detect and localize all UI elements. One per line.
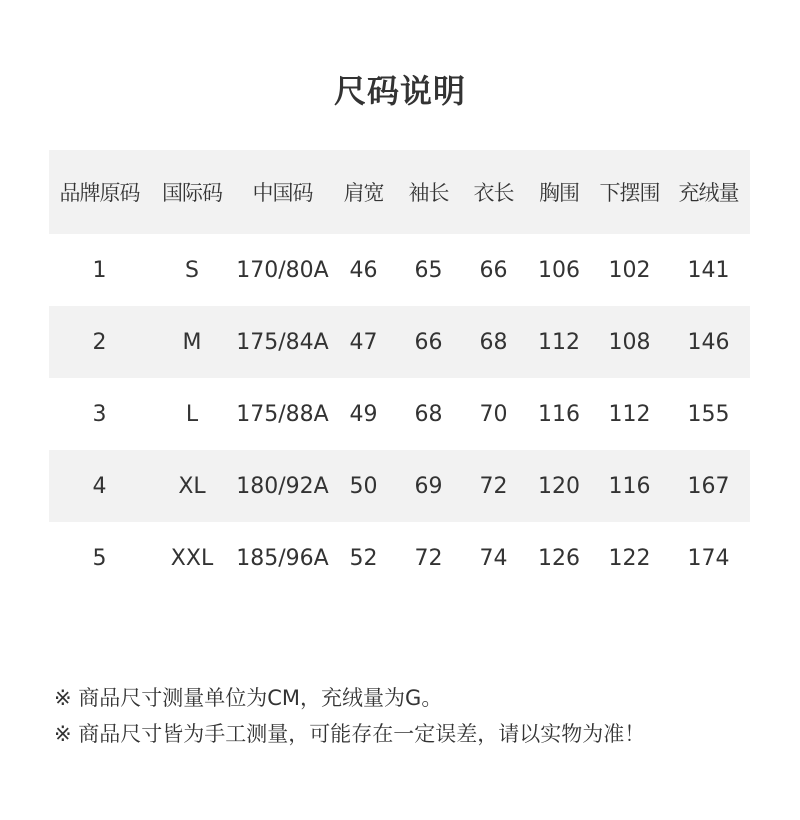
cell-shoulder-width: 49	[349, 401, 378, 427]
note-measurement-units: ※ 商品尺寸测量单位为CM，充绒量为G。	[54, 686, 443, 710]
header-international-size: 国际码	[162, 181, 222, 205]
header-china-size: 中国码	[252, 181, 313, 205]
cell-hem: 112	[608, 401, 651, 427]
cell-hem: 122	[608, 545, 651, 571]
cell-down-fill: 141	[687, 257, 730, 283]
header-chest: 胸围	[539, 181, 579, 205]
cell-brand-size: 3	[92, 401, 107, 427]
note-measurement-error: ※ 商品尺寸皆为手工测量，可能存在一定误差，请以实物为准！	[54, 722, 646, 746]
table-header-row	[49, 150, 750, 234]
cell-sleeve-length: 69	[414, 473, 443, 499]
notes	[54, 680, 645, 752]
table-row	[49, 522, 750, 594]
cell-down-fill: 167	[687, 473, 730, 499]
cell-brand-size: 2	[92, 329, 107, 355]
cell-international-size: M	[182, 329, 202, 355]
header-hem: 下摆围	[599, 181, 660, 205]
cell-chest: 106	[538, 257, 580, 283]
cell-international-size: L	[185, 401, 199, 427]
table-row	[49, 450, 750, 522]
cell-body-length: 68	[479, 329, 508, 355]
cell-china-size: 175/84A	[236, 329, 329, 355]
cell-chest: 112	[538, 329, 580, 355]
cell-china-size: 175/88A	[236, 401, 329, 427]
cell-international-size: XL	[178, 473, 206, 499]
header-shoulder-width: 肩宽	[343, 181, 384, 205]
page-title: 尺码说明	[333, 72, 466, 110]
cell-hem: 102	[608, 257, 651, 283]
header-body-length: 衣长	[473, 181, 514, 205]
cell-body-length: 66	[479, 257, 508, 283]
cell-chest: 120	[538, 473, 580, 499]
cell-body-length: 74	[479, 545, 508, 571]
cell-shoulder-width: 47	[349, 329, 378, 355]
cell-brand-size: 1	[92, 257, 107, 283]
cell-brand-size: 5	[92, 545, 107, 571]
cell-china-size: 170/80A	[236, 257, 329, 283]
cell-sleeve-length: 66	[414, 329, 443, 355]
cell-shoulder-width: 46	[349, 257, 378, 283]
cell-shoulder-width: 50	[349, 473, 378, 499]
cell-hem: 108	[608, 329, 651, 355]
cell-brand-size: 4	[92, 473, 107, 499]
size-table	[49, 150, 750, 594]
header-down-fill: 充绒量	[678, 181, 739, 205]
cell-down-fill: 174	[687, 545, 730, 571]
cell-shoulder-width: 52	[349, 545, 378, 571]
cell-down-fill: 155	[687, 401, 730, 427]
cell-body-length: 70	[479, 401, 508, 427]
header-sleeve-length: 袖长	[408, 181, 449, 205]
cell-down-fill: 146	[687, 329, 730, 355]
table-row	[49, 234, 750, 306]
table-row	[49, 378, 750, 450]
header-brand-size: 品牌原码	[59, 181, 140, 205]
cell-international-size: S	[185, 257, 199, 283]
cell-sleeve-length: 65	[414, 257, 443, 283]
cell-hem: 116	[608, 473, 651, 499]
cell-chest: 116	[538, 401, 580, 427]
cell-china-size: 180/92A	[236, 473, 329, 499]
cell-china-size: 185/96A	[236, 545, 329, 571]
table-row	[49, 306, 750, 378]
cell-sleeve-length: 68	[414, 401, 443, 427]
cell-international-size: XXL	[170, 545, 214, 571]
cell-sleeve-length: 72	[414, 545, 443, 571]
cell-chest: 126	[538, 545, 580, 571]
cell-body-length: 72	[479, 473, 508, 499]
